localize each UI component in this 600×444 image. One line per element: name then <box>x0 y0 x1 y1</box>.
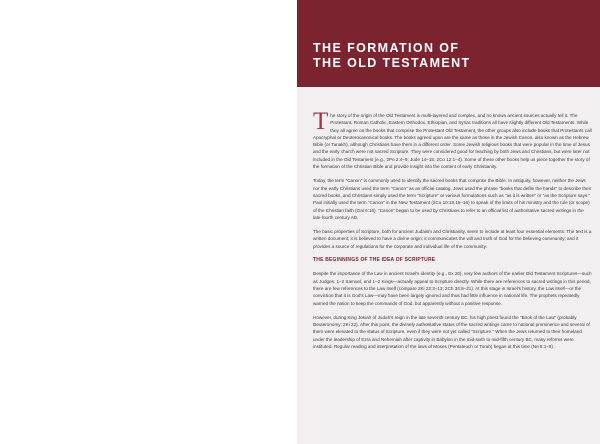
article-body <box>313 108 592 357</box>
chapter-title <box>313 41 583 71</box>
chapter-title-line-1: THE FORMATION OF <box>313 41 460 55</box>
section-subheading: THE BEGINNINGS OF THE IDEA OF SCRIPTURE <box>313 257 436 264</box>
intro-paragraph <box>313 108 592 170</box>
chapter-title-line-2: THE OLD TESTAMENT <box>313 56 471 70</box>
drop-cap: T <box>313 108 329 135</box>
intro-paragraph-text: he story of the origin of the Old Testament is multi-layered and complex, and no known ancient sources actually tell it. The Protestant, Roman Catholic, Eastern Orthodox, Ethiopian, and Syriac traditions all have slightly different Old Testaments. While they all agree on the books that comprise the Protestant Old Testament, the other groups also include books that Protestants call Apocryphal or Deuterocanonical books. The books agreed upon are the same as those in the Jewish Canon, also known as the Hebrew Bible (or Tanakh), although Christians have them in a different order. Some Jewish religious books that were popular in the time of Jesus and the early church were not sacred Scripture. They were considered good for teaching by both Jews and Christians, but were later not included in the Old Testament (e.g., 2Pe 2:4–9; Jude 14–15; 2Co 12:1–4). Some of these other books help us piece together the story of the formation of the Christian Bible and provide insight into the content of early Christianity. <box>313 113 592 170</box>
paragraph-josiah: However, during King Josiah of Judah's reign in the late seventh century BC, his high priest found the "Book of the Law" (probably Deuteronomy; 2Ki 22). After this point, the divinely authoritative status of the sacred writings came to national prominence and several of them were elevated to the status of Scripture, even if they were not yet called "Scripture." When the Jews returned to their homeland under the leadership of Ezra and Nehemiah after captivity in Babylon in the mid-sixth to mid-fifth century BC, many reforms were instituted. Regular reading and interpretation of the laws of Moses (Pentateuch or Torah) began at this time (Ne 8:1–8). <box>313 314 590 350</box>
paragraph-properties: The basic properties of Scripture, both for ancient Judaism and Christianity, seem to include at least four essential elements: The text is a written document; it is believed to have a divine origin; it communicates the will and truth of God for the believing community; and it provides a source of regulations for the corporate and individual life of the community. <box>313 229 592 249</box>
paragraph-canon: Today, the term "Canon" is commonly used to identify the sacred books that comprise the Bible. In antiquity, however, neither the Jews nor the early Christians used the term "Canon" as an official catalog. Jews used the phrase "books that defile the hands" to describe their sacred books, and Christians simply used the term "Scripture" or various formulations such as "as it is written" or "as the Scripture says." Paul initially used the term "Canon" in the New Testament (2Co 10:13,15–16) to speak of the limits of his ministry and the rule (or scope) of the Christian faith (Gal 6:16). "Canon" began to be used by Christians to refer to an official list of authoritative sacred writings in the late fourth century AD. <box>313 178 592 220</box>
paragraph-law: Despite the importance of the Law in ancient Israel's identity (e.g., Ex 20), very few authors of the earlier Old Testament Scriptures—such as Judges, 1–2 Samuel, and 1–2 Kings—actually appeal to Scripture directly. While there are references to sacred writings in this period, there are few references to the Law itself (compare 2Ki 22:3–13; 2Ch 34:8–21). At this stage in Israel's history, the Law itself—or the conviction that it is God's Law—may have been largely ignored and thus had little influence in national life. The prophets repeatedly warned the nation to keep the commands of God, but apparently without a positive response. <box>313 271 592 306</box>
